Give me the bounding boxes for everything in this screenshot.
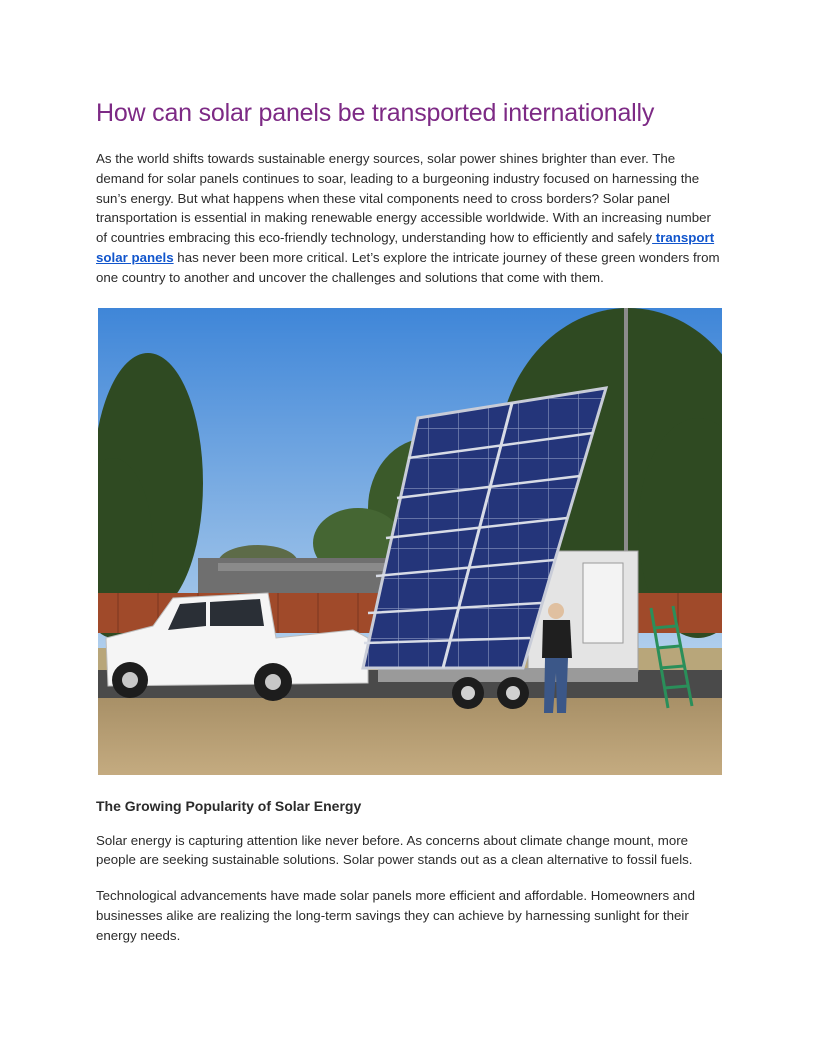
section-paragraph-1: Solar energy is capturing attention like never before. As concerns about climate change mount, more people are seeking sustainable solutions. Solar power stands out as a clean alternative to fossil fuels. [96, 832, 693, 868]
intro-text-after: has never been more critical. Let’s explore the intricate journey of these green wonders from one country to another and uncover the challenges and solutions that come with them. [96, 249, 720, 285]
section-heading: The Growing Popularity of Solar Energy [96, 797, 362, 814]
section-paragraph-2: Technological advancements have made solar panels more efficient and affordable. Homeowners and businesses alike are realizing the long-term savings they can achieve by harnessing sunlight for their energy needs. [96, 888, 695, 943]
page-title: How can solar panels be transported internationally [96, 99, 655, 127]
solar-trailer-photo [98, 308, 722, 775]
transport-solar-panels-link[interactable]: transport solar panels [96, 230, 715, 265]
ground [98, 698, 722, 775]
pole [624, 308, 628, 578]
intro-text-before: As the world shifts towards sustainable energy sources, solar power shines brighter than ever. The demand for solar panels continues to soar, leading to a burgeoning industry focused on harnessing the sun’s energy. But what happens when these vital components need to cross borders? Solar panel transportation is essential in making renewable energy accessible worldwide. With an increasing number of countries embracing this eco-friendly technology, understanding how to efficiently and safely [96, 151, 711, 246]
intro-paragraph [96, 149, 722, 288]
document-page [96, 96, 722, 946]
